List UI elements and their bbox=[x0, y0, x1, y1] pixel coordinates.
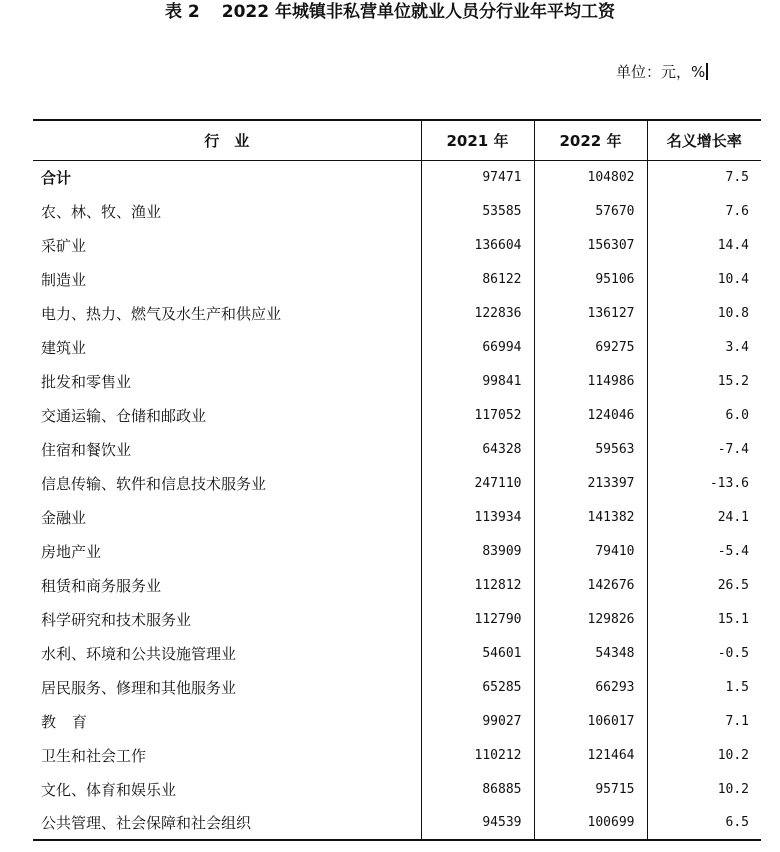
growth-rate-cell: 15.1 bbox=[647, 602, 761, 636]
growth-rate-cell: 7.5 bbox=[647, 160, 761, 194]
wage-2021-cell: 117052 bbox=[421, 398, 534, 432]
growth-rate-cell: 6.5 bbox=[647, 806, 761, 840]
table-row bbox=[33, 704, 761, 738]
wage-2022-cell: 54348 bbox=[534, 636, 647, 670]
wage-2022-cell: 156307 bbox=[534, 228, 647, 262]
table-row bbox=[33, 500, 761, 534]
table-body bbox=[33, 160, 761, 840]
table-row bbox=[33, 772, 761, 806]
table-header-row bbox=[33, 120, 761, 160]
growth-rate-cell: 15.2 bbox=[647, 364, 761, 398]
wage-table bbox=[33, 119, 761, 841]
wage-2021-cell: 247110 bbox=[421, 466, 534, 500]
wage-2022-cell: 95715 bbox=[534, 772, 647, 806]
growth-rate-cell: -7.4 bbox=[647, 432, 761, 466]
wage-2021-cell: 122836 bbox=[421, 296, 534, 330]
wage-2022-cell: 121464 bbox=[534, 738, 647, 772]
growth-rate-cell: 3.4 bbox=[647, 330, 761, 364]
wage-2021-cell: 53585 bbox=[421, 194, 534, 228]
industry-cell: 租赁和商务服务业 bbox=[41, 576, 162, 595]
unit-note bbox=[616, 62, 708, 82]
industry-cell: 科学研究和技术服务业 bbox=[41, 610, 192, 629]
wage-2022-cell: 79410 bbox=[534, 534, 647, 568]
text-cursor bbox=[706, 63, 708, 80]
industry-cell: 农、林、牧、渔业 bbox=[41, 202, 162, 221]
growth-rate-cell: -0.5 bbox=[647, 636, 761, 670]
industry-cell: 建筑业 bbox=[41, 338, 87, 357]
header-growth: 名义增长率 bbox=[647, 120, 761, 160]
wage-2021-cell: 64328 bbox=[421, 432, 534, 466]
wage-2022-cell: 213397 bbox=[534, 466, 647, 500]
wage-2021-cell: 83909 bbox=[421, 534, 534, 568]
unit-text: 单位：元，% bbox=[616, 63, 706, 81]
industry-cell: 信息传输、软件和信息技术服务业 bbox=[41, 474, 267, 493]
wage-2022-cell: 106017 bbox=[534, 704, 647, 738]
wage-2022-cell: 95106 bbox=[534, 262, 647, 296]
table-title bbox=[0, 0, 780, 24]
industry-cell: 交通运输、仓储和邮政业 bbox=[41, 406, 207, 425]
industry-cell: 批发和零售业 bbox=[41, 372, 132, 391]
wage-2021-cell: 86122 bbox=[421, 262, 534, 296]
industry-cell: 金融业 bbox=[41, 508, 87, 527]
wage-2021-cell: 86885 bbox=[421, 772, 534, 806]
table-row bbox=[33, 194, 761, 228]
growth-rate-cell: 1.5 bbox=[647, 670, 761, 704]
wage-2022-cell: 141382 bbox=[534, 500, 647, 534]
table-row bbox=[33, 738, 761, 772]
wage-2021-cell: 66994 bbox=[421, 330, 534, 364]
industry-cell: 制造业 bbox=[41, 270, 87, 289]
table-row bbox=[33, 568, 761, 602]
wage-2021-cell: 54601 bbox=[421, 636, 534, 670]
wage-2022-cell: 142676 bbox=[534, 568, 647, 602]
wage-2021-cell: 113934 bbox=[421, 500, 534, 534]
wage-2022-cell: 136127 bbox=[534, 296, 647, 330]
table-row bbox=[33, 534, 761, 568]
header-2022: 2022 年 bbox=[534, 120, 647, 160]
growth-rate-cell: 10.2 bbox=[647, 738, 761, 772]
growth-rate-cell: 24.1 bbox=[647, 500, 761, 534]
industry-cell: 水利、环境和公共设施管理业 bbox=[41, 644, 237, 663]
growth-rate-cell: 26.5 bbox=[647, 568, 761, 602]
table-row bbox=[33, 670, 761, 704]
wage-2021-cell: 136604 bbox=[421, 228, 534, 262]
growth-rate-cell: 14.4 bbox=[647, 228, 761, 262]
header-industry: 行 业 bbox=[33, 120, 421, 160]
wage-2021-cell: 112790 bbox=[421, 602, 534, 636]
growth-rate-cell: -5.4 bbox=[647, 534, 761, 568]
table-row bbox=[33, 432, 761, 466]
table-row bbox=[33, 636, 761, 670]
header-2021: 2021 年 bbox=[421, 120, 534, 160]
wage-2022-cell: 129826 bbox=[534, 602, 647, 636]
growth-rate-cell: 6.0 bbox=[647, 398, 761, 432]
table-title-text: 2022 年城镇非私营单位就业人员分行业年平均工资 bbox=[221, 2, 615, 22]
industry-cell: 合计 bbox=[41, 168, 72, 187]
table-row bbox=[33, 466, 761, 500]
table-row bbox=[33, 228, 761, 262]
growth-rate-cell: 7.6 bbox=[647, 194, 761, 228]
table-row bbox=[33, 602, 761, 636]
growth-rate-cell: -13.6 bbox=[647, 466, 761, 500]
wage-2021-cell: 99841 bbox=[421, 364, 534, 398]
table-row bbox=[33, 262, 761, 296]
industry-cell: 公共管理、社会保障和社会组织 bbox=[33, 806, 421, 840]
industry-cell: 文化、体育和娱乐业 bbox=[41, 780, 177, 799]
industry-cell: 居民服务、修理和其他服务业 bbox=[41, 678, 237, 697]
table-row bbox=[33, 398, 761, 432]
growth-rate-cell: 10.2 bbox=[647, 772, 761, 806]
table-row-total bbox=[33, 160, 761, 194]
wage-2022-cell: 104802 bbox=[534, 160, 647, 194]
table-row bbox=[33, 330, 761, 364]
industry-cell: 电力、热力、燃气及水生产和供应业 bbox=[41, 304, 282, 323]
table-row bbox=[33, 806, 761, 840]
growth-rate-cell: 7.1 bbox=[647, 704, 761, 738]
table-row bbox=[33, 364, 761, 398]
growth-rate-cell: 10.8 bbox=[647, 296, 761, 330]
table-number: 表 2 bbox=[165, 2, 200, 22]
wage-2022-cell: 66293 bbox=[534, 670, 647, 704]
industry-label: 教育 bbox=[41, 712, 104, 731]
industry-cell: 房地产业 bbox=[41, 542, 102, 561]
wage-2022-cell: 114986 bbox=[534, 364, 647, 398]
wage-2021-cell: 110212 bbox=[421, 738, 534, 772]
wage-2021-cell: 94539 bbox=[421, 806, 534, 840]
wage-2021-cell: 99027 bbox=[421, 704, 534, 738]
wage-2022-cell: 69275 bbox=[534, 330, 647, 364]
wage-2022-cell: 57670 bbox=[534, 194, 647, 228]
table-row bbox=[33, 296, 761, 330]
wage-2022-cell: 124046 bbox=[534, 398, 647, 432]
wage-2021-cell: 112812 bbox=[421, 568, 534, 602]
industry-cell: 采矿业 bbox=[41, 236, 87, 255]
wage-2022-cell: 100699 bbox=[534, 806, 647, 840]
growth-rate-cell: 10.4 bbox=[647, 262, 761, 296]
wage-2021-cell: 97471 bbox=[421, 160, 534, 194]
wage-2021-cell: 65285 bbox=[421, 670, 534, 704]
industry-cell: 卫生和社会工作 bbox=[41, 746, 147, 765]
industry-cell: 住宿和餐饮业 bbox=[41, 440, 132, 459]
wage-2022-cell: 59563 bbox=[534, 432, 647, 466]
industry-cell bbox=[33, 704, 421, 738]
